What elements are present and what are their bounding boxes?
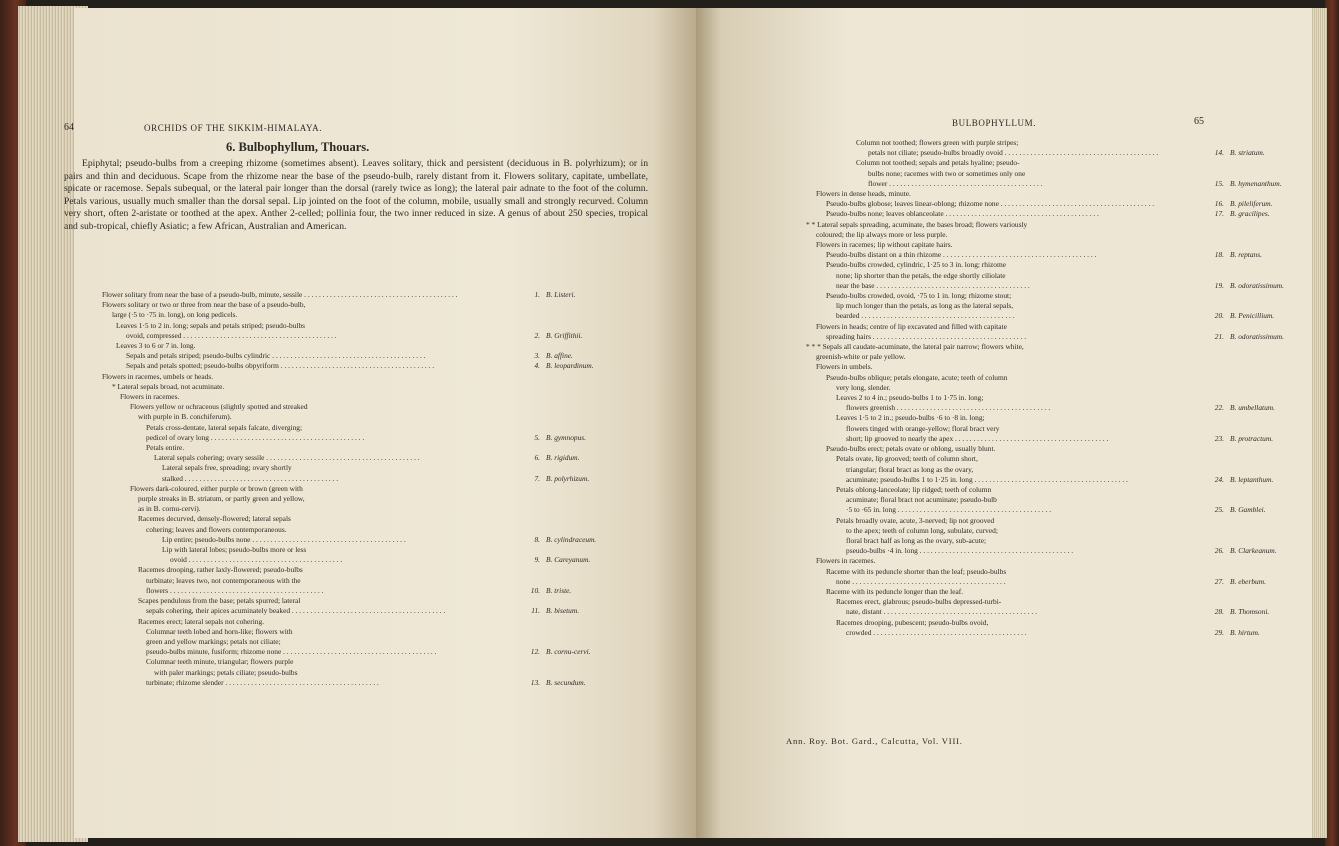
key-row — [102, 361, 602, 371]
key-row-text: short; lip grooved to nearly the apex . . . — [846, 434, 1202, 444]
key-row-text: * * Lateral sepals spreading, acuminate, the bases broad; flowers variously — [806, 219, 1028, 229]
key-row-text: flower . . . — [868, 179, 1202, 189]
key-row — [806, 311, 1286, 321]
key-row-text: Petals oblong-lanceolate; lip ridged; teeth of column — [836, 484, 992, 494]
key-row-text: bulbs none; racemes with two or sometimes only one — [868, 168, 1026, 178]
key-row-number: 26. — [1214, 546, 1224, 556]
key-row-number: 21. — [1214, 331, 1224, 341]
key-row-text: turbinate; leaves two, not contemporaneous with the — [146, 575, 301, 585]
key-row — [102, 341, 602, 351]
key-row-text: Leaves 3 to 6 or 7 in. long. — [116, 341, 196, 351]
key-row — [806, 148, 1286, 158]
genus-description-text: Epiphytal; pseudo-bulbs from a creeping rhizome (sometimes absent). Leaves solitary, thick and persistent (deciduous in B. polyrhizum); or in pairs and thin and deciduous. Scape from the rhizome near the base of the pseudo-bulb, rarely distant from it. Flowers solitary, capitate, umbellate, spicate or racemose. Sepals subequal, or the lateral pair longer than the dorsal (rarely twice as long); the lateral pair adnate to the foot of the column. Petals various, usually much smaller than the dorsal sepal. Lip jointed on the foot of the column, mobile, usually small and strongly recurved. Column very short, often 2-aristate or toothed at the apex. Anther 2-celled; pollinia four, the two inner reduced in size. A genus of about 250 species, tropical and sub-tropical, chiefly Asiatic; a few African, Australian and American. — [64, 158, 648, 232]
key-row-number: 22. — [1214, 403, 1224, 413]
key-row-text: Racemes decurved, densely-flowered; lateral sepals — [138, 514, 291, 524]
key-row — [806, 485, 1286, 495]
key-row-text: Scapes pendulous from the base; petals spurred; lateral — [138, 596, 301, 606]
key-row-species: B. gracilipes. — [1230, 209, 1270, 219]
key-row-text: coloured; the lip always more or less purple. — [816, 229, 948, 239]
key-row-text: Sepals and petals striped; pseudo-bulbs cylindric . . . — [126, 351, 518, 361]
key-row — [102, 392, 602, 402]
key-row — [806, 209, 1286, 219]
key-row-text: Columnar teeth lobed and horn-like; flowers with — [146, 626, 293, 636]
key-row-text: Lateral sepals free, spreading; ovary shortly — [162, 463, 292, 473]
key-row — [102, 555, 602, 565]
key-row-text: purple streaks in B. striatum, or partly green and yellow, — [138, 494, 305, 504]
key-row-species: B. Penicillium. — [1230, 311, 1275, 321]
key-row-text: Columnar teeth minute, triangular; flowers purple — [146, 657, 294, 667]
key-row-number: 2. — [534, 330, 540, 340]
key-row — [806, 393, 1286, 403]
key-row-number: 23. — [1214, 433, 1224, 443]
key-row — [806, 332, 1286, 342]
key-row — [806, 628, 1286, 638]
key-row-text: flowers greenish . . . — [846, 403, 1202, 413]
key-row-text: with purple in B. conchiferum). — [138, 412, 232, 422]
key-row-text: ovoid . . . — [170, 555, 518, 565]
key-row — [806, 607, 1286, 617]
key-row — [806, 281, 1286, 291]
key-row — [102, 545, 602, 555]
key-row — [806, 240, 1286, 250]
key-row — [102, 596, 602, 606]
key-row — [806, 454, 1286, 464]
key-row — [806, 291, 1286, 301]
key-row-species: B. Careyanum. — [546, 555, 591, 565]
key-row-text: ·5 to ·65 in. long . . . — [846, 505, 1202, 515]
key-row-text: turbinate; rhizome slender . . . — [146, 678, 518, 688]
key-row-species: B. eberbum. — [1230, 576, 1266, 586]
key-row-text: Pseudo-bulbs erect; petals ovate or oblong, usually blunt. — [826, 444, 996, 454]
key-row-number: 5. — [534, 432, 540, 442]
genus-description — [64, 158, 648, 234]
key-row — [102, 372, 602, 382]
key-row-text: pseudo-bulbs ·4 in. long . . . — [846, 546, 1202, 556]
key-row-text: none . . . — [836, 577, 1202, 587]
key-row-text: Pseudo-bulbs none; leaves oblanceolate . . . — [826, 209, 1202, 219]
key-row-text: flowers tinged with orange-yellow; floral bract very — [846, 423, 1000, 433]
species-key-right — [806, 138, 1286, 638]
key-row-text: acuminate; pseudo-bulbs 1 to 1·25 in. long . . . — [846, 475, 1202, 485]
key-row-text: Lip with lateral lobes; pseudo-bulbs more or less — [162, 545, 307, 555]
key-row — [806, 495, 1286, 505]
key-row — [806, 138, 1286, 148]
key-row-text: with paler markings; petals ciliate; pseudo-bulbs — [154, 667, 298, 677]
key-row-text: Flowers in racemes. — [120, 392, 180, 402]
key-row-text: Pseudo-bulbs crowded, cylindric, 1·25 to 3 in. long; rhizome — [826, 260, 1007, 270]
key-row — [806, 587, 1286, 597]
key-row-number: 9. — [534, 555, 540, 565]
key-row — [102, 647, 602, 657]
key-row-text: * Lateral sepals broad, not acuminate. — [112, 381, 225, 391]
key-row — [806, 546, 1286, 556]
key-row-number: 29. — [1214, 627, 1224, 637]
key-row — [806, 516, 1286, 526]
key-row — [102, 351, 602, 361]
left-page-number: 64 — [64, 122, 74, 133]
key-row-text: Flowers yellow or ochraceous (slightly spotted and streaked — [130, 402, 308, 412]
key-row-text: Pseudo-bulbs oblique; petals elongate, acute; teeth of column — [826, 372, 1008, 382]
key-row — [102, 606, 602, 616]
key-row-species: B. reptans. — [1230, 250, 1262, 260]
key-row-number: 1. — [534, 290, 540, 299]
key-row — [102, 525, 602, 535]
key-row — [102, 443, 602, 453]
key-row — [102, 514, 602, 524]
key-row-text: Pseudo-bulbs distant on a thin rhizome . . . — [826, 250, 1202, 260]
key-row-species: B. odoratissimum. — [1230, 280, 1284, 290]
key-row — [806, 250, 1286, 260]
key-row — [806, 567, 1286, 577]
key-row-text: flowers . . . — [146, 586, 518, 596]
key-row — [102, 637, 602, 647]
key-row-text: cohering; leaves and flowers contemporaneous. — [146, 524, 287, 534]
key-row — [806, 362, 1286, 372]
key-row-text: Petals entire. — [146, 443, 185, 453]
key-row-species: B. Thomsoni. — [1230, 607, 1270, 617]
key-row-text: petals not ciliate; pseudo-bulbs broadly ovoid . . . — [868, 148, 1202, 158]
key-row-number: 14. — [1214, 148, 1224, 158]
key-row-number: 6. — [534, 453, 540, 463]
key-row-species: B. pileliferum. — [1230, 199, 1273, 209]
key-row — [102, 657, 602, 667]
key-row — [806, 556, 1286, 566]
key-row-number: 24. — [1214, 474, 1224, 484]
key-row-species: B. gymnopus. — [546, 432, 587, 442]
right-running-head: BULBOPHYLLUM. — [952, 118, 1037, 128]
key-row-text: Racemes drooping, rather laxly-flowered; pseudo-bulbs — [138, 565, 303, 575]
key-row-species: B. cylindraceum. — [546, 534, 597, 544]
key-row-text: none; lip shorter than the petals, the edge shortly ciliolate — [836, 270, 1006, 280]
key-row — [806, 403, 1286, 413]
key-row-number: 28. — [1214, 607, 1224, 617]
species-key-left — [102, 290, 602, 688]
key-row — [102, 474, 602, 484]
key-row-text: Raceme with its peduncle longer than the leaf. — [826, 586, 964, 596]
book-cover-right — [1325, 0, 1339, 846]
key-row — [806, 526, 1286, 536]
right-page-number: 65 — [1194, 116, 1204, 127]
key-row — [102, 576, 602, 586]
left-page — [64, 8, 696, 838]
key-row-number: 13. — [530, 677, 540, 687]
key-row — [102, 494, 602, 504]
key-row — [806, 373, 1286, 383]
key-row-text: large (·5 to ·75 in. long), on long pedicels. — [112, 310, 238, 320]
key-row — [806, 342, 1286, 352]
key-row-text: Lateral sepals cohering; ovary sessile . . . — [154, 453, 518, 463]
key-row-text: Leaves 1·5 to 2 in.; pseudo-bulbs ·6 to ·8 in. long; — [836, 413, 985, 423]
key-row-text: spreading hairs . . . — [826, 332, 1202, 342]
key-row-text: Column not toothed; sepals and petals hyaline; pseudo- — [856, 158, 1020, 168]
key-row — [806, 271, 1286, 281]
key-row — [102, 484, 602, 494]
key-row-species: B. cornu-cervi. — [546, 647, 591, 657]
key-row-text: lip much longer than the petals, as long as the lateral sepals, — [836, 301, 1014, 311]
key-row-number: 7. — [534, 473, 540, 483]
key-row-species: B. striatum. — [1230, 148, 1265, 158]
key-row-text: Petals cross-dentate, lateral sepals falcate, diverging; — [146, 422, 303, 432]
key-row — [806, 158, 1286, 168]
key-row — [806, 413, 1286, 423]
key-row-species: B. umbellatum. — [1230, 403, 1275, 413]
key-row — [806, 352, 1286, 362]
key-row-text: Sepals and petals spotted; pseudo-bulbs obpyriform . . . — [126, 361, 518, 371]
key-row-text: Raceme with its peduncle shorter than the leaf; pseudo-bulbs — [826, 566, 1007, 576]
key-row-text: Petals broadly ovate, acute, 3-nerved; lip not grooved — [836, 515, 995, 525]
right-page — [696, 8, 1312, 838]
key-row — [102, 565, 602, 575]
key-row-text: crowded . . . — [846, 628, 1202, 638]
key-row-text: Flowers in umbels. — [816, 362, 873, 372]
key-row-species: B. leopardinum. — [546, 361, 594, 371]
key-row — [102, 310, 602, 320]
key-row-number: 8. — [534, 534, 540, 544]
key-row-text: * * * Sepals all caudate-acuminate, the lateral pair narrow; flowers white, — [806, 342, 1024, 352]
key-row — [806, 444, 1286, 454]
key-row — [102, 627, 602, 637]
key-row — [806, 199, 1286, 209]
key-row-species: B. leptanthum. — [1230, 474, 1274, 484]
key-row-text: triangular; floral bract as long as the ovary, — [846, 464, 974, 474]
key-row-species: B. Gamblei. — [1230, 505, 1266, 515]
key-row-text: green and yellow markings; petals not ciliate; — [146, 636, 281, 646]
key-row-species: B. bisetum. — [546, 606, 580, 616]
key-row — [806, 260, 1286, 270]
key-row — [102, 463, 602, 473]
journal-footer: Ann. Roy. Bot. Gard., Calcutta, Vol. VIII. — [786, 736, 963, 746]
key-row-text: Pseudo-bulbs globose; leaves linear-oblong; rhizome none . . . — [826, 199, 1202, 209]
key-row — [806, 618, 1286, 628]
key-row — [102, 586, 602, 596]
key-row-number: 4. — [534, 361, 540, 371]
key-row-species: B. protractum. — [1230, 433, 1274, 443]
key-row-text: pedicel of ovary long . . . — [146, 433, 518, 443]
key-row-text: ovoid, compressed . . . — [126, 331, 518, 341]
key-row-text: greenish-white or pale yellow. — [816, 352, 906, 362]
key-row — [102, 423, 602, 433]
key-row — [806, 301, 1286, 311]
key-row-text: Flowers in racemes; lip without capitate hairs. — [816, 240, 953, 250]
key-row-species: B. Clarkeanum. — [1230, 546, 1277, 556]
key-row — [806, 189, 1286, 199]
key-row-text: Flowers solitary or two or three from near the base of a pseudo-bulb, — [102, 300, 306, 310]
key-row-text: pseudo-bulbs minute, fusiform; rhizome none . . . — [146, 647, 518, 657]
key-row-number: 10. — [530, 585, 540, 595]
key-row — [806, 230, 1286, 240]
key-row — [102, 453, 602, 463]
key-row — [806, 169, 1286, 179]
key-row — [806, 220, 1286, 230]
key-row-species: B. secundum. — [546, 677, 586, 687]
key-row — [102, 382, 602, 392]
key-row-number: 16. — [1214, 199, 1224, 209]
key-row — [102, 535, 602, 545]
key-row-species: B. polyrhizum. — [546, 473, 590, 483]
key-row-species: B. odoratissimum. — [1230, 331, 1284, 341]
key-row-species: B. Listeri. — [546, 290, 576, 299]
key-row-text: bearded . . . — [836, 311, 1202, 321]
key-row-text: Flowers dark-coloured, either purple or brown (green with — [130, 483, 303, 493]
key-row-text: Column not toothed; flowers green with purple stripes; — [856, 138, 1019, 147]
key-row — [102, 402, 602, 412]
key-row-text: Flowers in racemes, umbels or heads. — [102, 371, 214, 381]
key-row-text: Racemes erect; lateral sepals not cohering. — [138, 616, 264, 626]
key-row-text: nate, distant . . . — [846, 607, 1202, 617]
key-row — [102, 331, 602, 341]
key-row-text: Racemes drooping, pubescent; pseudo-bulbs ovoid, — [836, 617, 989, 627]
key-row-number: 12. — [530, 647, 540, 657]
key-row-species: B. rigidum. — [546, 453, 580, 463]
key-row-number: 27. — [1214, 576, 1224, 586]
key-row-species: B. triste. — [546, 585, 572, 595]
key-row — [806, 465, 1286, 475]
left-running-head: ORCHIDS OF THE SIKKIM-HIMALAYA. — [144, 123, 323, 133]
key-row-number: 11. — [531, 606, 540, 616]
key-row — [102, 678, 602, 688]
genus-heading: 6. Bulbophyllum, Thouars. — [226, 140, 370, 154]
key-row-text: sepals cohering, their apices acuminately beaked . . . — [146, 606, 518, 616]
key-row — [806, 322, 1286, 332]
key-row-text: as in B. cornu-cervi). — [138, 504, 201, 514]
key-row-text: stalked . . . — [162, 474, 518, 484]
key-row-number: 25. — [1214, 505, 1224, 515]
key-row-text: Flowers in dense heads, minute. — [816, 189, 911, 199]
key-row — [102, 300, 602, 310]
key-row-text: Flower solitary from near the base of a pseudo-bulb, minute, sessile . . . — [102, 290, 518, 300]
key-row-species: B. affine. — [546, 351, 573, 361]
key-row-number: 18. — [1214, 250, 1224, 260]
key-row — [102, 321, 602, 331]
key-row — [102, 412, 602, 422]
key-row — [102, 504, 602, 514]
key-row — [806, 383, 1286, 393]
key-row — [806, 536, 1286, 546]
key-row-text: Petals ovate, lip grooved; teeth of column short, — [836, 454, 978, 464]
key-row — [102, 617, 602, 627]
key-row-text: very long, slender. — [836, 382, 891, 392]
key-row-text: Leaves 2 to 4 in.; pseudo-bulbs 1 to 1·75 in. long; — [836, 393, 984, 403]
key-row — [806, 434, 1286, 444]
key-row-number: 19. — [1214, 280, 1224, 290]
key-row-text: Flowers in racemes. — [816, 556, 876, 566]
key-row-text: Leaves 1·5 to 2 in. long; sepals and petals striped; pseudo-bulbs — [116, 320, 306, 330]
key-row-text: floral bract half as long as the ovary, sub-acute; — [846, 535, 987, 545]
key-row — [806, 179, 1286, 189]
key-row-text: acuminate; floral bract not acuminate; pseudo-bulb — [846, 495, 997, 505]
key-row-species: B. Griffithii. — [546, 330, 583, 340]
key-row-text: Racemes erect, glabrous; pseudo-bulbs depressed-turbi- — [836, 597, 1002, 607]
key-row-text: Flowers in heads; centre of lip excavated and filled with capitate — [816, 321, 1007, 331]
key-row-number: 17. — [1214, 209, 1224, 219]
key-row-number: 15. — [1214, 178, 1224, 188]
key-row-text: Pseudo-bulbs crowded, ovoid, ·75 to 1 in. long; rhizome stout; — [826, 291, 1012, 301]
key-row — [806, 597, 1286, 607]
key-row-species: B. hymenanthum. — [1230, 178, 1282, 188]
key-row — [102, 433, 602, 443]
key-row — [806, 475, 1286, 485]
key-row — [102, 290, 602, 300]
key-row-species: B. hirtum. — [1230, 627, 1260, 637]
key-row — [806, 577, 1286, 587]
key-row-number: 3. — [534, 351, 540, 361]
key-row-text: to the apex; teeth of column long, subulate, curved; — [846, 525, 998, 535]
key-row-text: near the base . . . — [836, 281, 1202, 291]
key-row — [806, 505, 1286, 515]
key-row-number: 20. — [1214, 311, 1224, 321]
key-row-text: Lip entire; pseudo-bulbs none . . . — [162, 535, 518, 545]
key-row — [806, 424, 1286, 434]
key-row — [102, 668, 602, 678]
